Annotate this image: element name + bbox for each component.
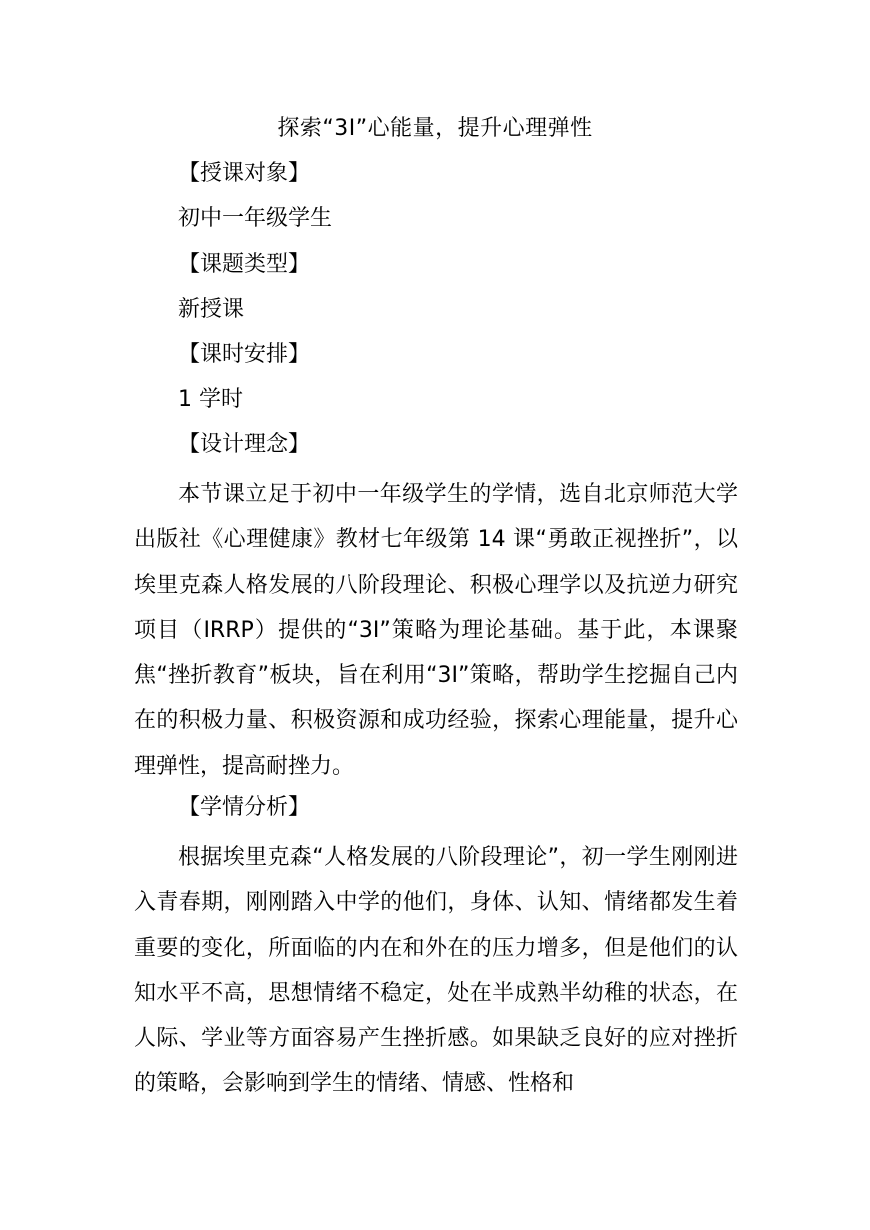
section-heading-analysis: 【学情分析】	[178, 795, 311, 820]
section-heading-type: 【课题类型】	[178, 252, 311, 277]
section-paragraph-design: 本节课立足于初中一年级学生的学情，选自北京师范大学出版社《心理健康》教材七年级第 14 课“勇敢正视挫折”，以埃里克森人格发展的八阶段理论、积极心理学以及抗逆力研究项目（IRRP）提供的“3I”策略为理论基础。基于此，本课聚焦“挫折教育”板块，旨在利用“3I”策略，帮助学生挖掘自己内在的积极力量、积极资源和成功经验，探索心理能量，提升心理弹性，提高耐挫力。	[134, 482, 738, 779]
section-heading-audience: 【授课对象】	[178, 161, 311, 186]
document-title: 探索“3I”心能量，提升心理弹性	[277, 116, 593, 141]
section-content-schedule: 1 学时	[178, 387, 243, 412]
section-paragraph-analysis: 根据埃里克森“人格发展的八阶段理论”，初一学生刚刚进入青春期，刚刚踏入中学的他们，身体、认知、情绪都发生着重要的变化，所面临的内在和外在的压力增多，但是他们的认知水平不高，思想情绪不稳定，处在半成熟半幼稚的状态，在人际、学业等方面容易产生挫折感。如果缺乏良好的应对挫折的策略，会影响到学生的情绪、情感、性格和	[134, 845, 738, 1097]
section-content-audience: 初中一年级学生	[178, 206, 333, 231]
section-heading-schedule: 【课时安排】	[178, 342, 311, 367]
section-heading-design: 【设计理念】	[178, 432, 311, 457]
section-content-type: 新授课	[178, 297, 245, 322]
